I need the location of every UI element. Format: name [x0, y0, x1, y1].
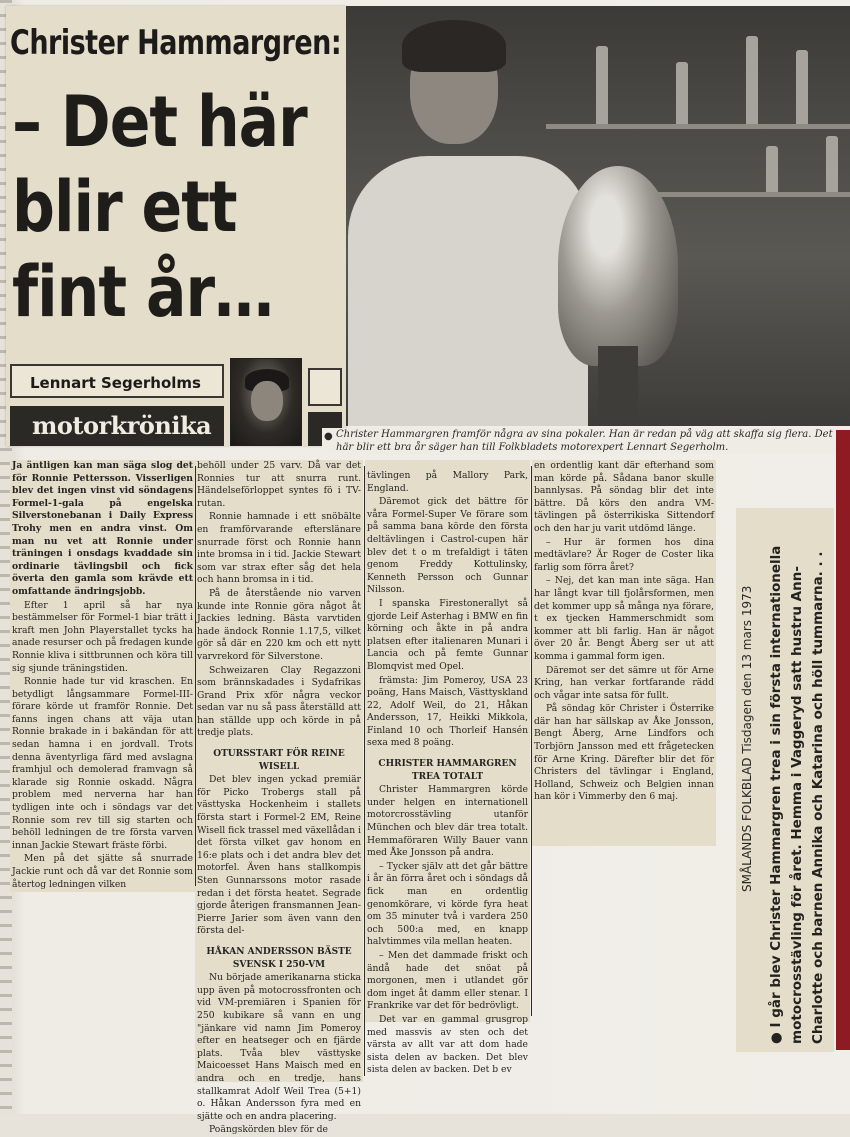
headline-kicker: Christer Hammargren: [10, 24, 342, 63]
article-column-2 [195, 460, 363, 1136]
subheading: HÅKAN ANDERSSON BÄSTE SVENSK I 250-VM [206, 946, 352, 970]
paragraph: Det blev ingen yckad premiär för Picko Trobergs stall på västtyska Hockenheim i stallets första start i Formel-2 EM, Reine Wisell fick trassel med växellådan i det första vilket gav honom en 16:e plats och i det andra blev det motorfel. Även hans stallkompis Sten Gunnarssons motor rasade redan i det första heatet. Segrade gjorde återigen fransmannen Jean-Pierre Jarier som även vann den första del- [197, 774, 361, 937]
binder-edge [836, 430, 850, 1050]
byline: Lennart Segerholms [30, 374, 201, 392]
caption-text: Christer Hammargren framför några av sina pokaler. Han är redan på väg att skaffa sig flera. Det här blir ett bra år säger han till Folkbladets motorexpert Lennart Segerholm. [336, 429, 833, 453]
paragraph: Christer Hammargren körde under helgen en internationell motorcrosstävling utanför München och blev där trea totalt. Hemmaföraren Willy Bauer vann med Åke Jonsson på andra. [367, 784, 528, 859]
paragraph: På söndag kör Christer i Österrike där han har sällskap av Åke Jonsson, Bengt Åberg, Arne Lindfors och Torbjörn Jansson med ett frågetecken för Arne Kring. Därefter blir det för Christers del tävlingar i England, Holland, Schweiz och Belgien innan han kör i Vimmerby den 6 maj. [534, 703, 714, 803]
column-name-box [10, 406, 224, 446]
article-column-4 [532, 460, 716, 846]
paragraph: I spanska Firestonerallyt så gjorde Leif Asterhag i BMW en fin körning och åkte in på andra platsen efter italienaren Munari i Lancia och på femte Gunnar Blomqvist med Opel. [367, 597, 528, 672]
person-hair [402, 20, 506, 72]
paragraph: Det var en gammal grusgrop med massvis av sten och det värsta av allt var att dom hade sista delen av backen. Det blev sista delen av backen. Det b ev [367, 1013, 528, 1076]
paragraph: – Hur är formen hos dina medtävlare? Är Roger de Coster lika farlig som förra året? [534, 536, 714, 573]
subheading: CHRISTER HAMMARGREN TREA TOTALT [378, 759, 517, 782]
paragraph: tävlingen på Mallory Park, England. [367, 470, 528, 494]
headline-clipping [6, 6, 346, 446]
byline-box [10, 364, 224, 398]
news-brief: ● I går blev Christer Hammargren trea i sin första internationella motocrosstävling för året. Hemma i Vaggeryd satt hustru Ann-Charlotte och barnen Annika och Katarina och höll tummarna. . . [768, 545, 826, 1044]
photo-caption [322, 428, 850, 454]
column-rule [364, 466, 365, 1076]
article-column-1 [10, 460, 195, 892]
paragraph: Ronnie hamnade i ett snöbälte en framförvarande efterslänare snurrade först och Ronnie hann inte bromsa in i tid. Jackie Stewart som var strax efter såg det hela och hann bromsa in i tid. [197, 511, 361, 586]
trophy-icon [676, 62, 688, 124]
paragraph: Poängskörden blev för de [209, 1124, 328, 1136]
paragraph: – Men det dammade friskt och ändå hade det snöat på morgonen, men i utlandet gör dom inget åt damm eller stenar. I Frankrike var det för bedrövligt. [367, 949, 528, 1012]
author-portrait-photo [230, 358, 302, 446]
portrait-face [251, 381, 283, 421]
sidebar-clipping-rotated [736, 508, 834, 1052]
subheading: OTURSSTART FÖR REINE WISELL [213, 749, 345, 772]
paragraph: – Tycker själv att det går bättre i år än förra året och i söndags då fick man en ordentlig genomkörare, vi körde fyra heat om 35 minuter två i vardera 250 och 500:a med, en knapp halvtimmes vila mellan heaten. [367, 860, 528, 948]
paragraph: Men på det sjätte så snurrade Jackie runt och då var det Ronnie som återtog ledningen vilken [12, 853, 193, 890]
paragraph: Nu började amerikanarna sticka upp även på motocrossfronten och vid VM-premiären i Spanien för 250 kubikare så vann en ung "jänkare vid namn Jim Pomeroy efter en heatseger och en fjärde plats. Tvåa blev västtyske Maicoesset Hans Maisch med en andra och en tredje, hans stallkamrat Adolf Weil Trea (5+1) o. Håkan Andersson fyra med en sjätte och en andra placering. [197, 972, 361, 1122]
column-rule [195, 466, 196, 886]
column-rule [531, 466, 532, 1016]
person-body [348, 156, 588, 426]
headline-line: fint år… [12, 251, 274, 334]
paragraph: Ronnie hade tur vid kraschen. En betydligt långsammare Formel-III-förare körde ut framför Ronnie. Det fanns ingen chans att väja utan Ronnie brakade in i bakändan för att sedan hamna i en jordvall. Trots denna äventyrliga färd med avslagna framhjul och demolerad framvagn så klarade sig Ronnie oskadd. Några problem med nerverna har han tydligen inte och i söndags var det Ronnie som rev till sig starten och behöll ledningen de tre första varven innan Jackie Stewart fräste förbi. [12, 676, 193, 851]
shelf [546, 124, 850, 129]
paragraph: – Nej, det kan man inte säga. Han har långt kvar till fjolårsformen, men det kommer upp så många nya förare, t ex tjecken Hammerschmidt som kommer att bli farlig. Han är något över 20 år. Bengt Åberg ser ut att komma i gammal form igen. [534, 575, 714, 662]
trophy-icon [826, 136, 838, 192]
paragraph: en ordentlig kant där efterhand som man körde på. Sådana banor skulle bannlysas. På söndag blir det inte bättre. Då körs den andra VM-tävlingen på österrikiska Sittendorf och den har ju varit utdömd länge. [534, 460, 714, 534]
paragraph: På de återstående nio varven kunde inte Ronnie göra något åt Jackies ledning. Bästa varvtiden hade ändock Ronnie 1.17,5, vilket gör så där en 220 km och ett nytt varvrekord för Silverstone. [197, 587, 361, 662]
paragraph: behöll under 25 varv. Då var det Ronnies tur att snurra runt. Händelseförloppet syntes fö i TV-rutan. [197, 460, 361, 509]
paragraph: främsta: Jim Pomeroy, USA 23 poäng, Hans Maisch, Västtyskland 22, Adolf Weil, do 21, Håkan Andersson, 17, Heikki Mikkola, Finland 10 och Thorleif Hansén sexa med 8 poäng. [367, 674, 528, 749]
trophy-photo [346, 6, 850, 426]
trophy-icon [766, 146, 778, 192]
article-column-3 [365, 460, 530, 1076]
headline-main [12, 80, 344, 335]
paragraph: Schweizaren Clay Regazzoni som brännskadades i Sydafrikas Grand Prix xför några veckor sedan var nu så pass återställd att han ställde upp och körde in på tredje plats. [197, 664, 361, 739]
bullet-icon: ● [324, 431, 333, 442]
headline-line: – Det här [12, 81, 307, 164]
trophy-base [598, 346, 638, 416]
trophy-icon [596, 46, 608, 124]
ornament-square [308, 368, 342, 406]
dateline: SMÅLANDS FOLKBLAD Tisdagen den 13 mars 1973 [740, 585, 754, 892]
trophy-icon [746, 36, 758, 124]
headline-line: blir ett [12, 166, 237, 249]
trophy-icon [796, 50, 808, 124]
column-name: motorkrönika [32, 411, 212, 440]
paragraph: Däremot ser det sämre ut för Arne Kring, han verkar fortfarande rädd och vågar inte satsa för fullt. [534, 664, 714, 701]
paragraph: Däremot gick det bättre för våra Formel-Super Ve förare som på samma bana körde den första deltävlingen i Castrol-cupen här blev det t o m trefaldigt i täten genom Freddy Kottulinsky, Kenneth Persson och Gunnar Nilsson. [367, 496, 528, 596]
lead-paragraph: Ja äntligen kan man säga slog det för Ronnie Pettersson. Visserligen blev det ingen vinst vid söndagens Formel-1-gala på engelska Silverstonebanan i Daily Express Trohy men en andra vinst. Om man nu vet att Ronnie under träningen i onsdags kvaddade sin ordinarie tävlingsbil och fick överta den gamla som krävde ett omfattande ändringsjobb. [12, 460, 193, 597]
paragraph: Efter 1 april så har nya bestämmelser för Formel-1 biar trätt i kraft men John Playerstallet tycks ha anade resurser och på fredagen kunde Ronnie kliva i sittbrunnen och köra till sig sjunde träningstiden. [12, 599, 193, 674]
large-trophy-icon [558, 166, 678, 366]
